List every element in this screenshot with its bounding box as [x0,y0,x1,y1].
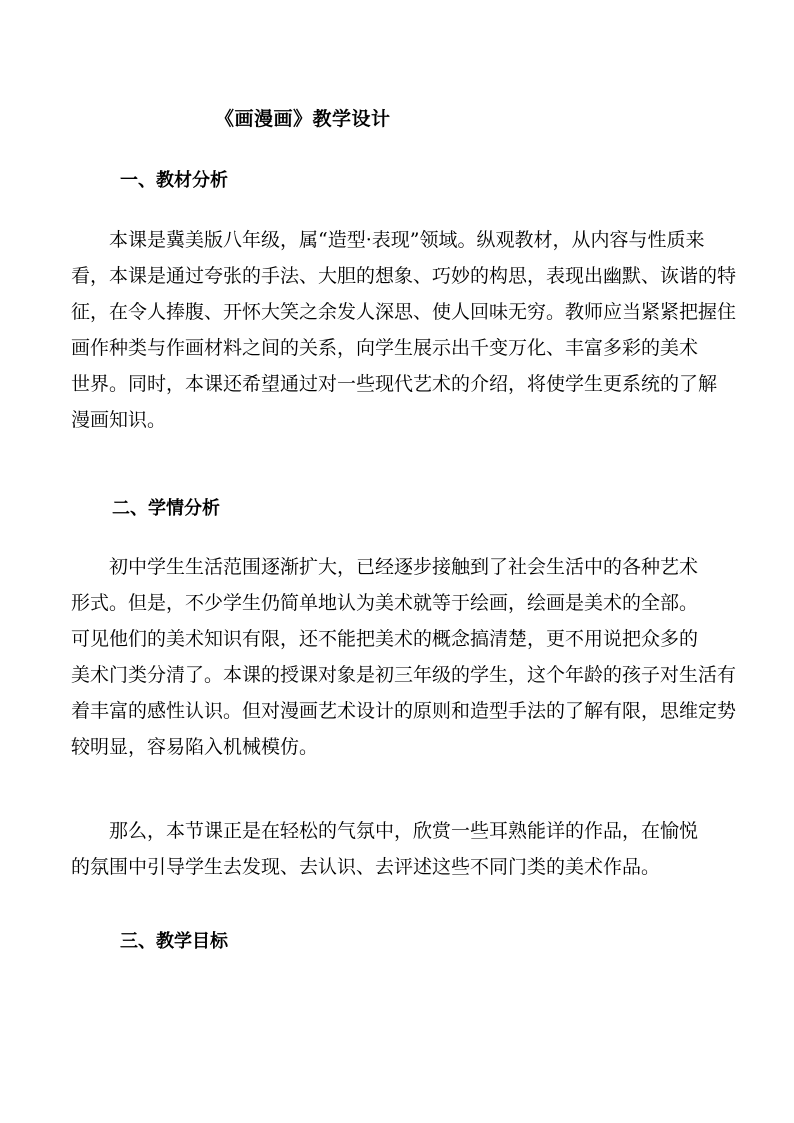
paragraph-line: 画作种类与作画材料之间的关系，向学生展示出千变万化、丰富多彩的美术 [71,337,699,359]
paragraph-line: 漫画知识。 [71,409,167,431]
paragraph-textbook-analysis [71,222,737,438]
paragraph-line: 那么，本节课正是在轻松的气氛中，欣赏一些耳熟能详的作品，在愉悦 [109,820,699,842]
paragraph-line: 可见他们的美术知识有限，还不能把美术的概念搞清楚，更不用说把众多的 [71,628,699,650]
paragraph-line: 较明显，容易陷入机械模仿。 [71,736,319,758]
paragraph-line: 的氛围中引导学生去发现、去认识、去评述这些不同门类的美术作品。 [71,856,661,878]
paragraph-line: 形式。但是，不少学生仍简单地认为美术就等于绘画，绘画是美术的全部。 [71,592,699,614]
section-heading-textbook-analysis: 一、教材分析 [120,170,228,191]
paragraph-line: 本课是冀美版八年级，属“造型·表现”领域。纵观教材，从内容与性质来 [109,229,705,251]
paragraph-line: 看，本课是通过夸张的手法、大胆的想象、巧妙的构思，表现出幽默、诙谐的特 [71,265,737,287]
paragraph-line: 世界。同时，本课还希望通过对一些现代艺术的介绍，将使学生更系统的了解 [71,373,718,395]
paragraph-line: 初中学生生活范围逐渐扩大，已经逐步接触到了社会生活中的各种艺术 [109,556,699,578]
section-heading-teaching-objectives: 三、教学目标 [120,931,228,952]
section-heading-student-analysis: 二、学情分析 [112,498,220,519]
paragraph-line: 征，在令人捧腹、开怀大笑之余发人深思、使人回味无穷。教师应当紧紧把握住 [71,301,737,323]
document-title: 《画漫画》教学设计 [215,108,391,130]
paragraph-student-analysis-conclusion [71,813,734,885]
paragraph-line: 美术门类分清了。本课的授课对象是初三年级的学生，这个年龄的孩子对生活有 [71,664,737,686]
paragraph-student-analysis [71,549,737,765]
paragraph-line: 着丰富的感性认识。但对漫画艺术设计的原则和造型手法的了解有限，思维定势 [71,700,737,722]
